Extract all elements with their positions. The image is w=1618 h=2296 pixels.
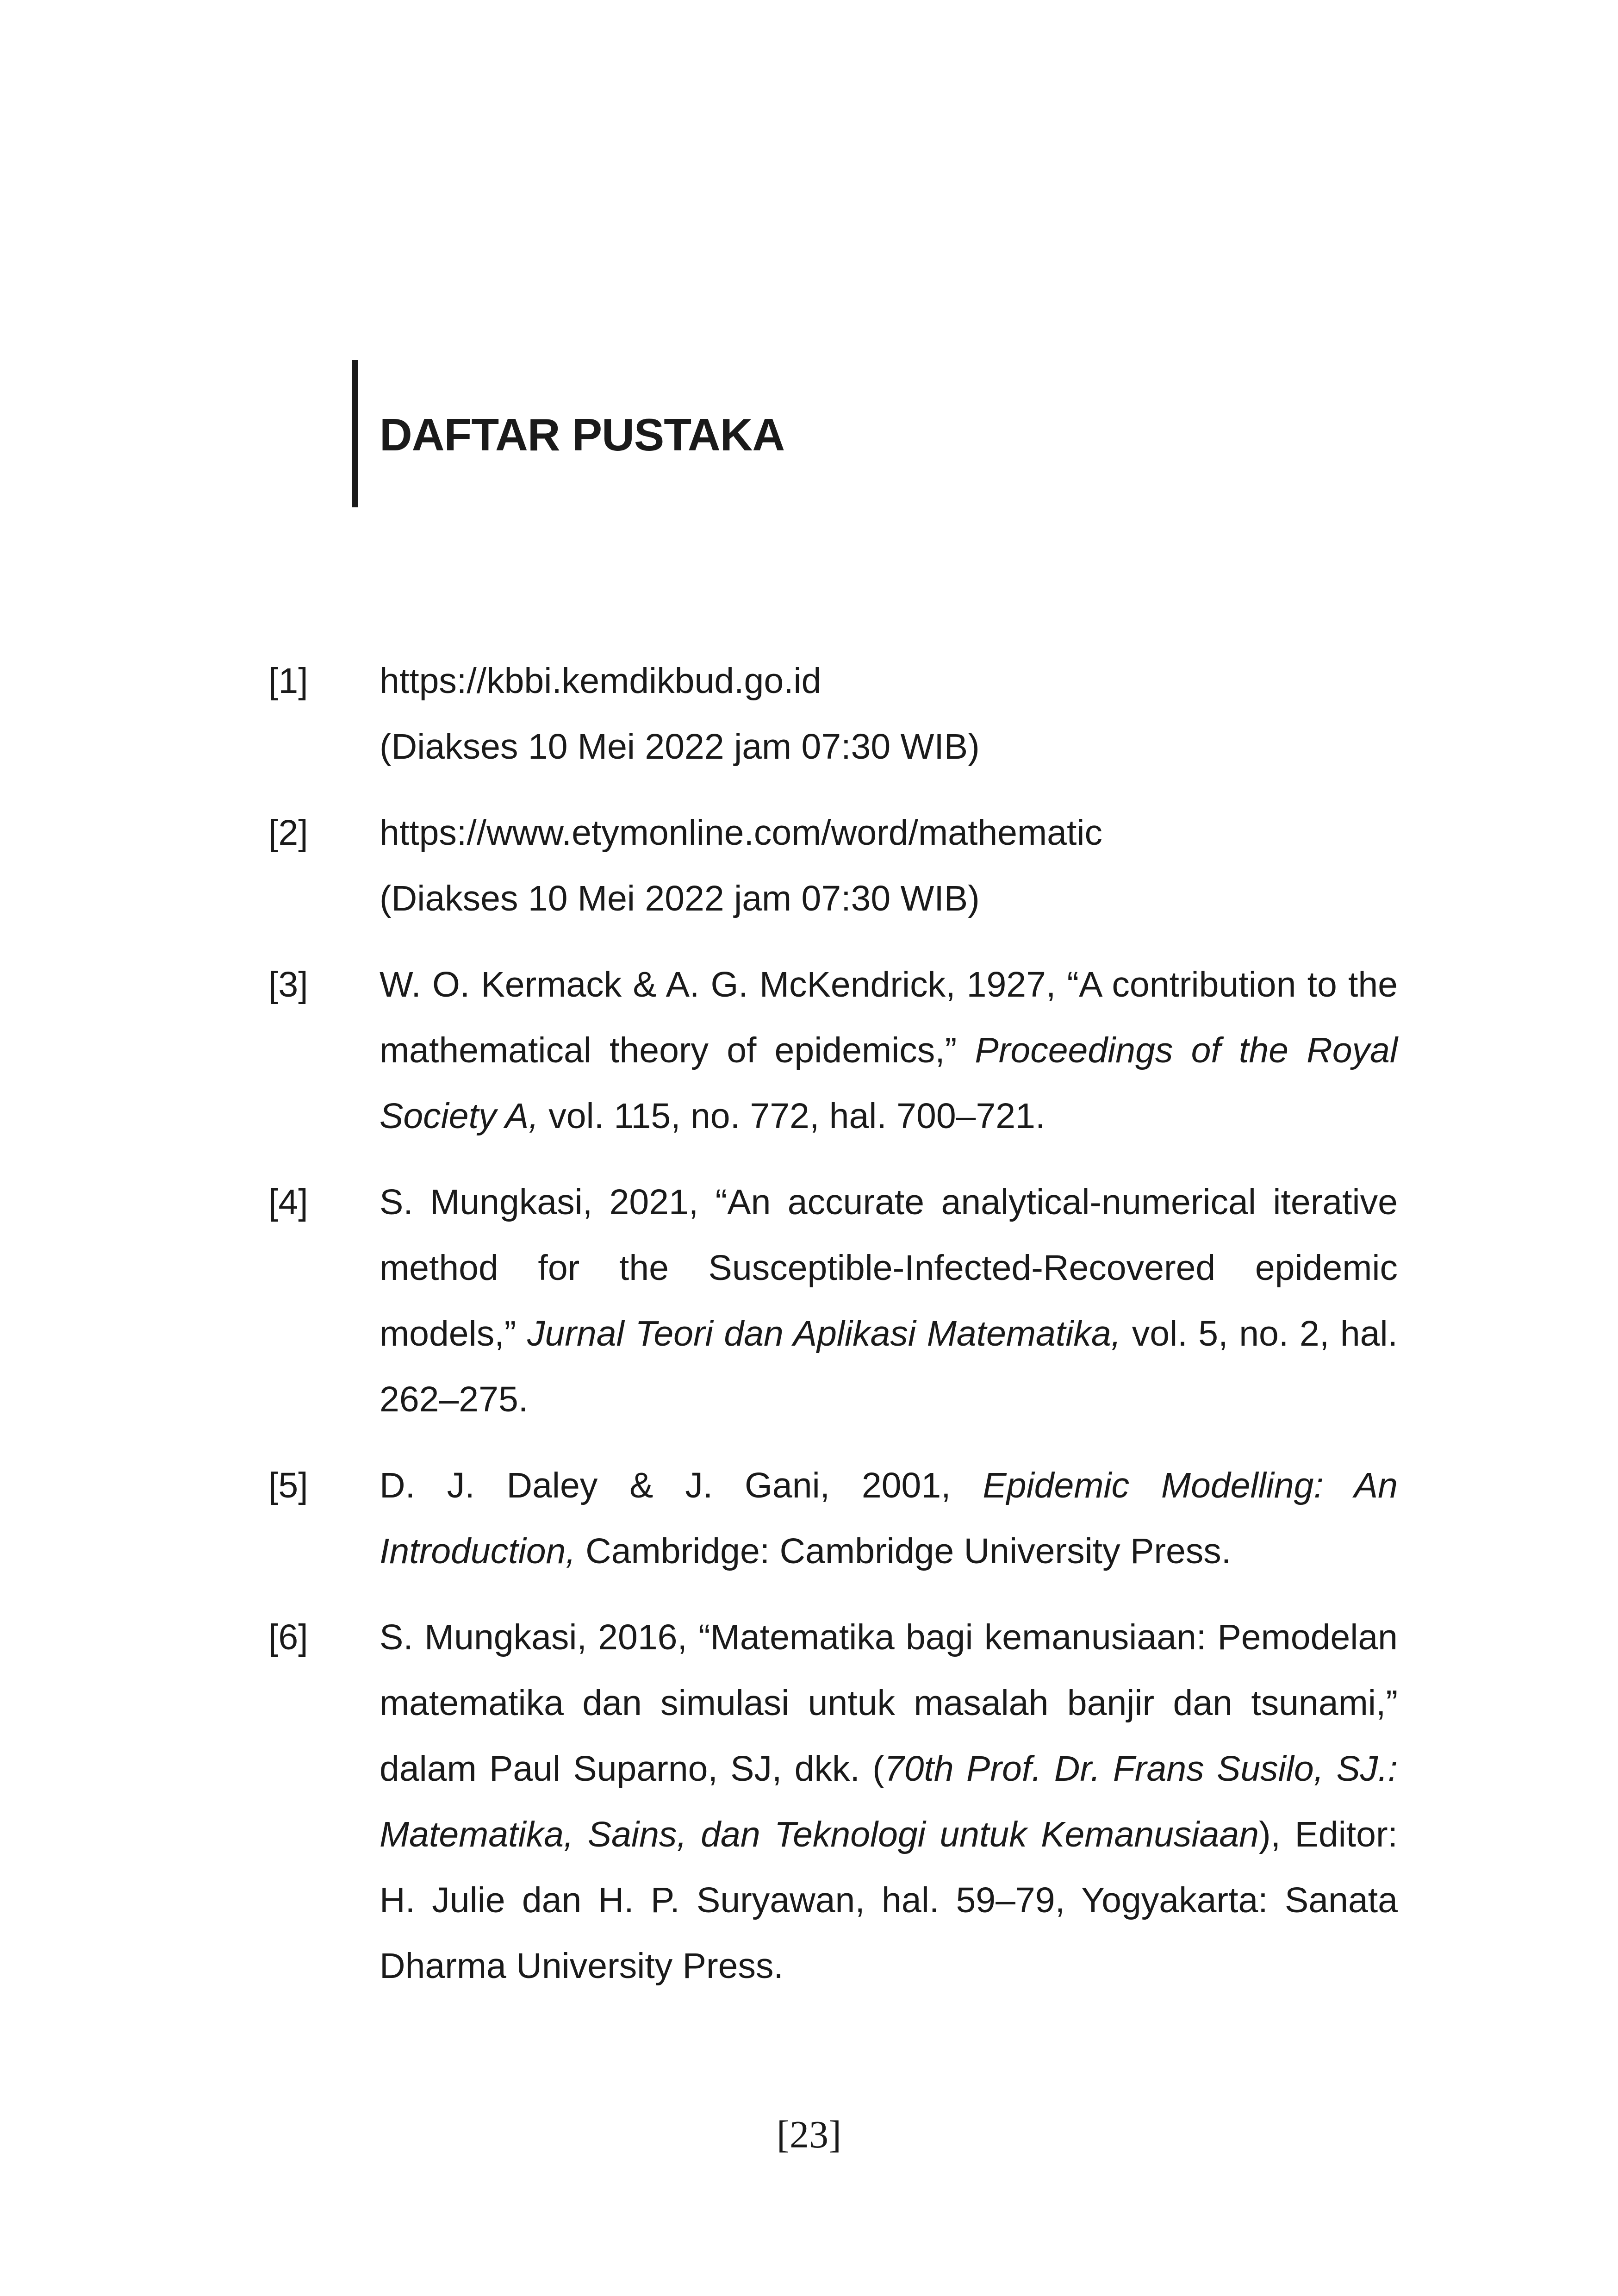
page-number: [23] xyxy=(777,2113,841,2156)
reference-text xyxy=(380,648,1398,780)
reference-text-start: W. O. Kermack & A. G. McKendrick, 1927, “A contribution to the mathematical theory of epidemics,” xyxy=(380,965,1398,1070)
reference-text xyxy=(380,952,1398,1149)
reference-number: [4] xyxy=(268,1182,308,1222)
reference-source-title: 70th Prof. Dr. Frans Susilo, SJ.: Matematika, Sains, dan Teknologi untuk Kemanusiaan xyxy=(380,1749,1398,1854)
reference-number: [2] xyxy=(268,813,308,853)
reference-text xyxy=(380,1169,1398,1432)
reference-source-title: Proceedings of the Royal Society A, xyxy=(380,1030,1398,1136)
reference-text xyxy=(380,1604,1398,1999)
reference-url[interactable]: https://kbbi.kemdikbud.go.id xyxy=(380,661,821,701)
reference-item-4 xyxy=(268,1169,1398,1432)
page-title: DAFTAR PUSTAKA xyxy=(380,409,785,460)
reference-text-end: vol. 5, no. 2, hal. 262–275. xyxy=(380,1314,1398,1419)
reference-text xyxy=(380,1453,1398,1584)
reference-item-6 xyxy=(268,1604,1398,1999)
reference-access-note: (Diakses 10 Mei 2022 jam 07:30 WIB) xyxy=(380,879,980,918)
reference-number: [1] xyxy=(268,661,308,701)
reference-list xyxy=(268,648,1398,2019)
reference-text-end: Cambridge: Cambridge University Press. xyxy=(575,1531,1232,1571)
reference-text-end: vol. 115, no. 772, hal. 700–721. xyxy=(538,1096,1045,1136)
title-accent-bar xyxy=(352,360,358,507)
reference-text-start: S. Mungkasi, 2021, “An accurate analytical-numerical iterative method for the Susceptible-Infected-Recovered epidemic models,” xyxy=(380,1182,1398,1354)
reference-number: [6] xyxy=(268,1617,308,1657)
reference-source-title: Jurnal Teori dan Aplikasi Matematika, xyxy=(527,1314,1121,1354)
reference-item-5 xyxy=(268,1453,1398,1584)
reference-text-start: S. Mungkasi, 2016, “Matematika bagi kemanusiaan: Pemodelan matematika dan simulasi untuk masalah banjir dan tsunami,” dalam Paul Suparno, SJ, dkk. ( xyxy=(380,1617,1398,1789)
reference-number: [3] xyxy=(268,965,308,1004)
reference-item-2 xyxy=(268,800,1398,931)
reference-item-3 xyxy=(268,952,1398,1149)
reference-url[interactable]: https://www.etymonline.com/word/mathematic xyxy=(380,813,1102,853)
reference-access-note: (Diakses 10 Mei 2022 jam 07:30 WIB) xyxy=(380,727,980,767)
reference-text-start: D. J. Daley & J. Gani, 2001, xyxy=(380,1466,983,1505)
reference-number: [5] xyxy=(268,1466,308,1505)
reference-text-end: ), Editor: H. Julie dan H. P. Suryawan, hal. 59–79, Yogyakarta: Sanata Dharma University Press. xyxy=(380,1815,1398,1986)
reference-item-1 xyxy=(268,648,1398,780)
reference-source-title: Epidemic Modelling: An Introduction, xyxy=(380,1466,1398,1571)
reference-text xyxy=(380,800,1398,931)
